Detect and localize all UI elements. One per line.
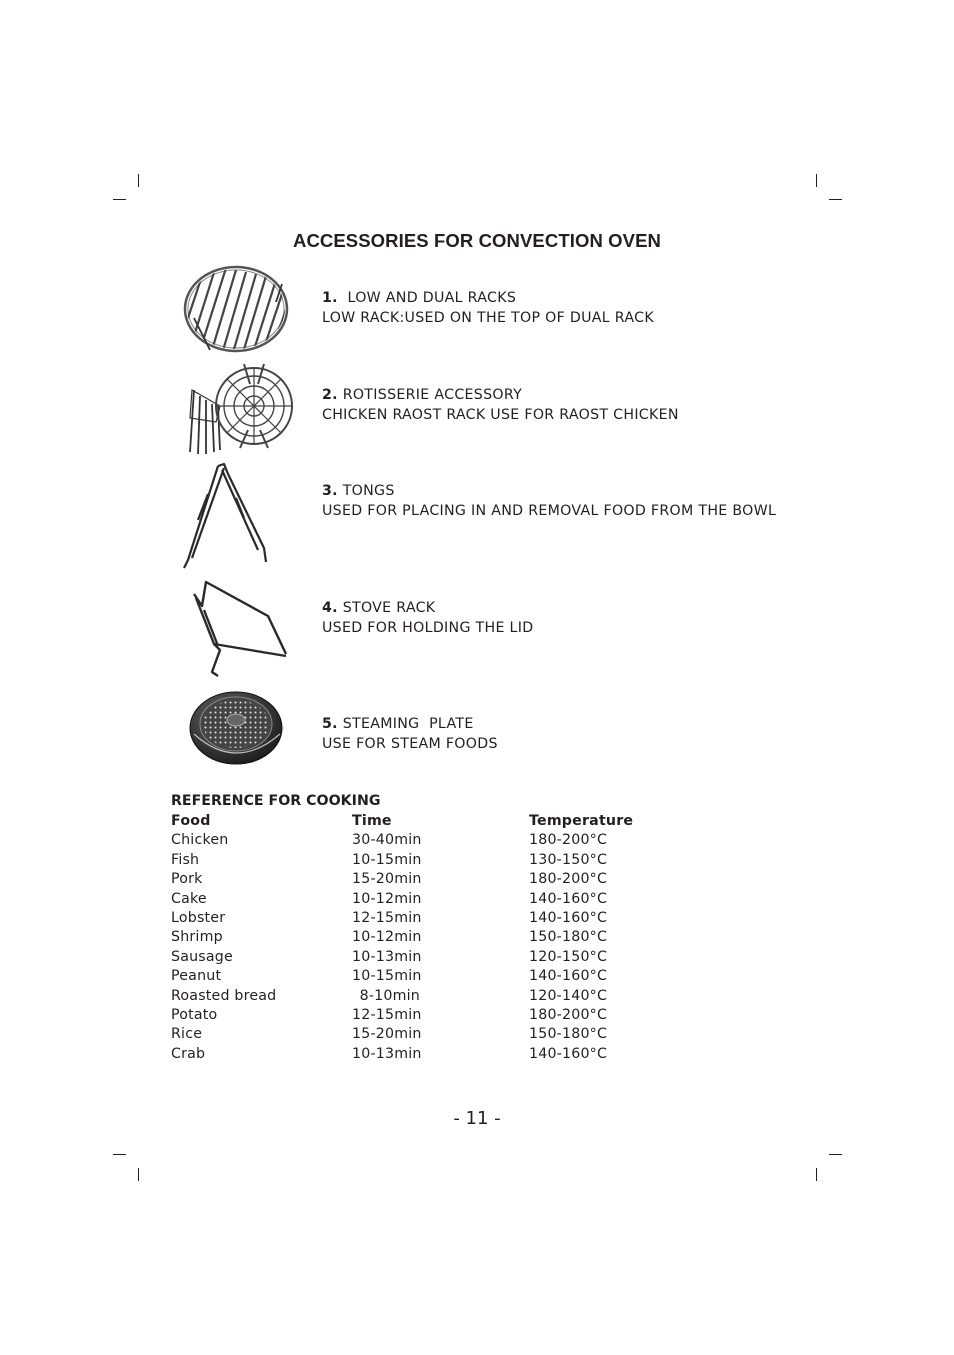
stove-rack-icon xyxy=(182,576,292,680)
accessory-description: LOW RACK:USED ON THE TOP OF DUAL RACK xyxy=(322,310,654,326)
food-cell: Potato xyxy=(171,1006,218,1023)
time-cell: 8-10min xyxy=(359,987,420,1004)
accessory-name: STEAMING PLATE xyxy=(342,716,474,732)
time-cell: 12-15min xyxy=(352,909,422,926)
temperature-cell: 140-160°C xyxy=(529,909,608,926)
crop-mark xyxy=(138,174,139,187)
accessory-name: STOVE RACK xyxy=(342,600,436,616)
time-cell: 10-13min xyxy=(352,948,422,965)
crop-mark xyxy=(816,1168,817,1181)
time-cell: 10-13min xyxy=(352,1045,422,1062)
temperature-cell: 180-200°C xyxy=(529,871,608,888)
time-cell: 10-12min xyxy=(352,890,422,907)
time-cell: 10-15min xyxy=(352,851,422,868)
temperature-cell: 150-180°C xyxy=(529,1026,608,1043)
food-cell: Rice xyxy=(171,1026,203,1043)
temperature-cell: 180-200°C xyxy=(529,1006,608,1023)
accessory-description: USED FOR PLACING IN AND REMOVAL FOOD FROM THE BOWL xyxy=(322,503,777,519)
food-cell: Roasted bread xyxy=(171,987,277,1004)
header-temperature: Temperature xyxy=(529,813,634,829)
reference-title: REFERENCE FOR COOKING xyxy=(171,793,381,809)
temperature-cell: 130-150°C xyxy=(529,851,608,868)
page-number: - 11 - xyxy=(453,1108,501,1129)
steaming-plate-icon xyxy=(188,690,288,770)
food-cell: Chicken xyxy=(171,832,229,849)
accessory-name: TONGS xyxy=(342,483,395,499)
accessory-description: CHICKEN RAOST RACK USE FOR RAOST CHICKEN xyxy=(322,407,679,423)
rotisserie-rack-icon xyxy=(180,360,300,460)
page-title: ACCESSORIES FOR CONVECTION OVEN xyxy=(292,230,661,251)
time-cell: 12-15min xyxy=(352,1006,422,1023)
food-cell: Pork xyxy=(171,871,203,888)
accessory-name: ROTISSERIE ACCESSORY xyxy=(342,387,523,403)
accessory-item-1 xyxy=(322,288,654,328)
accessory-number: 4. xyxy=(322,600,338,616)
accessory-item-5 xyxy=(322,714,498,754)
accessory-item-4 xyxy=(322,598,533,638)
food-cell: Sausage xyxy=(171,948,233,965)
accessory-number: 3. xyxy=(322,483,338,499)
tongs-icon xyxy=(180,460,274,570)
crop-mark xyxy=(829,199,842,200)
temperature-cell: 140-160°C xyxy=(529,1045,608,1062)
food-cell: Cake xyxy=(171,890,207,907)
time-cell: 15-20min xyxy=(352,1026,422,1043)
crop-mark xyxy=(816,174,817,187)
time-cell: 10-15min xyxy=(352,968,422,985)
food-cell: Peanut xyxy=(171,968,222,985)
accessory-item-2 xyxy=(322,385,679,425)
temperature-cell: 180-200°C xyxy=(529,832,608,849)
crop-mark xyxy=(138,1168,139,1181)
temperature-cell: 120-150°C xyxy=(529,948,608,965)
header-food: Food xyxy=(171,813,211,829)
food-cell: Lobster xyxy=(171,909,226,926)
accessory-number: 5. xyxy=(322,716,338,732)
temperature-cell: 140-160°C xyxy=(529,890,608,907)
header-time: Time xyxy=(352,813,392,829)
time-cell: 10-12min xyxy=(352,929,422,946)
round-wire-rack-icon xyxy=(180,262,292,356)
food-cell: Fish xyxy=(171,851,200,868)
accessory-number: 1. xyxy=(322,290,338,306)
accessory-item-3 xyxy=(322,481,776,521)
time-cell: 15-20min xyxy=(352,871,422,888)
crop-mark xyxy=(113,1154,126,1155)
temperature-cell: 120-140°C xyxy=(529,987,608,1004)
crop-mark xyxy=(113,199,126,200)
accessory-number: 2. xyxy=(322,387,338,403)
food-cell: Shrimp xyxy=(171,929,223,946)
food-cell: Crab xyxy=(171,1045,206,1062)
crop-mark xyxy=(829,1154,842,1155)
accessory-name: LOW AND DUAL RACKS xyxy=(347,290,517,306)
temperature-cell: 140-160°C xyxy=(529,968,608,985)
accessory-description: USED FOR HOLDING THE LID xyxy=(322,620,534,636)
temperature-cell: 150-180°C xyxy=(529,929,608,946)
accessory-description: USE FOR STEAM FOODS xyxy=(322,736,498,752)
time-cell: 30-40min xyxy=(352,832,422,849)
